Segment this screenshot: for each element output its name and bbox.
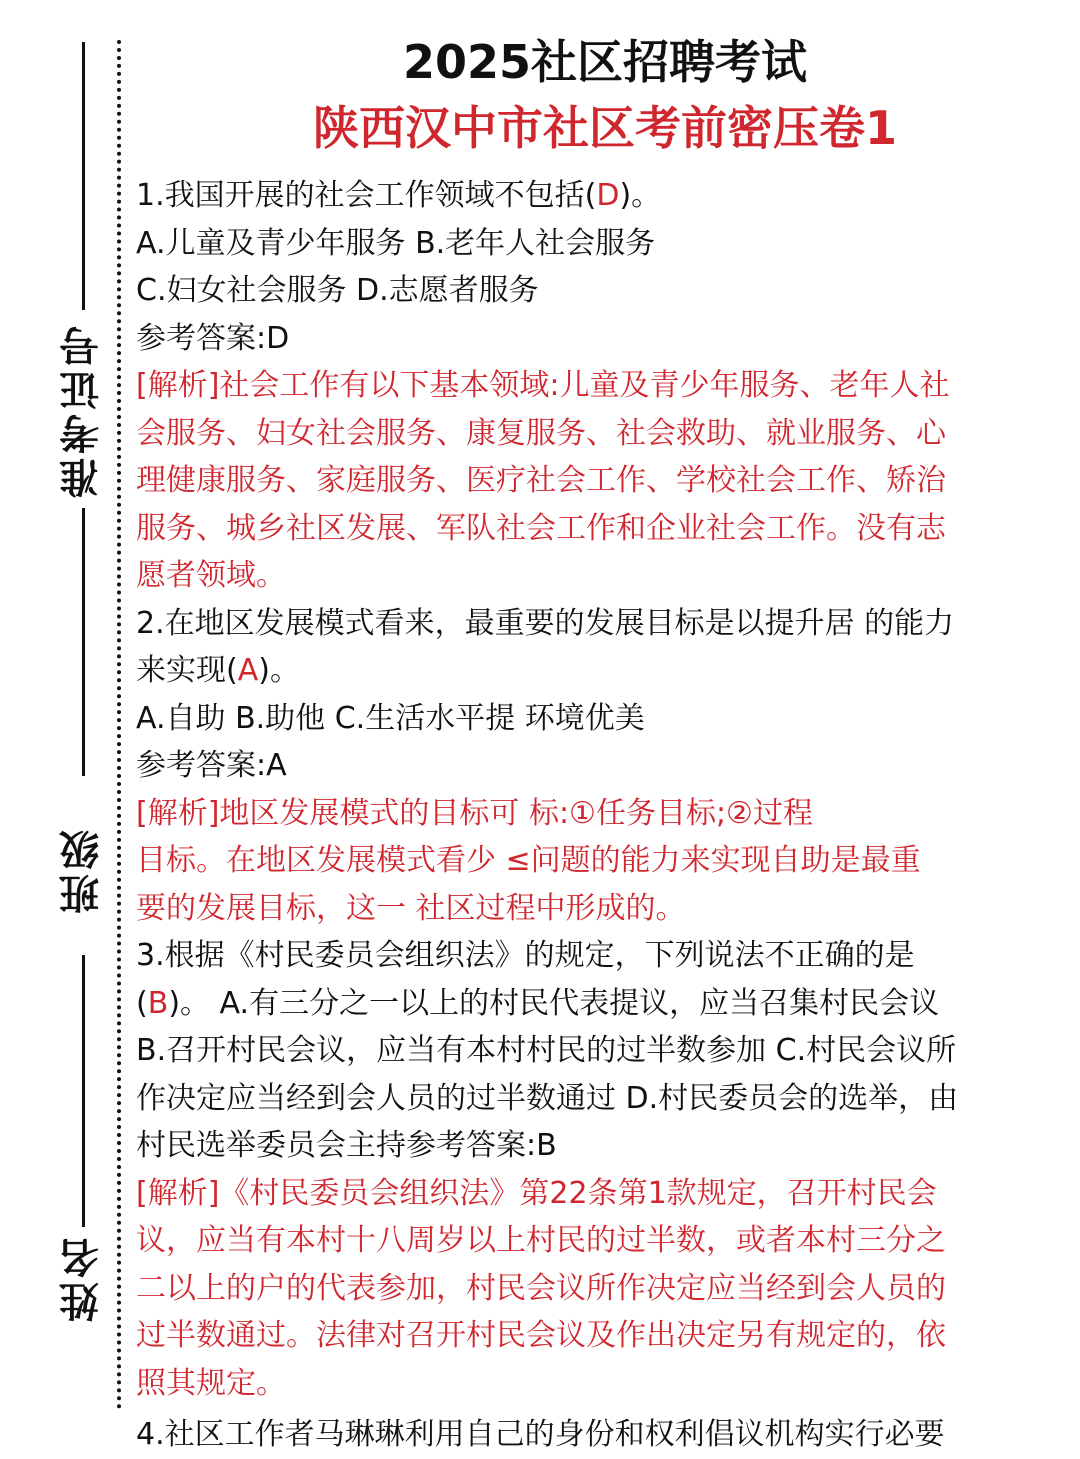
- exam-id-label: 准考证号: [59, 322, 106, 498]
- question-1: [136, 172, 1056, 600]
- analysis-line: 议，应当有本村十八周岁以上村民的过半数，或者本村三分之: [136, 1223, 946, 1258]
- class-label: 班级: [59, 826, 106, 914]
- option-line: C.妇女社会服务 D.志愿者服务: [136, 273, 539, 308]
- question-stem: 4.社区工作者马琳琳利用自己的身份和权利倡议机构实行必要: [136, 1417, 945, 1452]
- analysis-line: 二以上的户的代表参加，村民会议所作决定应当经到会人员的: [136, 1270, 946, 1306]
- analysis-line: [解析]《村民委员会组织法》第22条第1款规定，召开村民会: [136, 1175, 937, 1211]
- analysis-line: 理健康服务、家庭服务、医疗社会工作、学校社会工作、矫治: [136, 463, 946, 498]
- exam-info-margin: [0, 0, 120, 1458]
- option-line: 作决定应当经到会人员的过半数通过 D.村民委员会的选举，由: [136, 1080, 959, 1116]
- answer-mark: D: [596, 178, 620, 213]
- option-line: A.儿童及青少年服务 B.老年人社会服务: [136, 225, 656, 261]
- option-line: A.自助 B.助他 C.生活水平提 环境优美: [136, 700, 645, 736]
- question-2: [136, 600, 1056, 933]
- analysis-line: [解析]社会工作有以下基本领域:儿童及青少年服务、老年人社: [136, 368, 950, 403]
- question-stem: (B)。 A.有三分之一以上的村民代表提议，应当召集村民会议: [136, 985, 940, 1021]
- option-line: B.召开村民会议，应当有本村村民的过半数参加 C.村民会议所: [136, 1033, 957, 1068]
- analysis-line: [解析]地区发展模式的目标可 标:①任务目标;②过程: [136, 795, 813, 831]
- question-stem: 来实现(A)。: [136, 653, 300, 688]
- binding-dotted-line: [117, 40, 121, 1410]
- analysis-line: 会服务、妇女社会服务、康复服务、社会救助、就业服务、心: [136, 415, 946, 451]
- analysis-line: 服务、城乡社区发展、军队社会工作和企业社会工作。没有志: [136, 510, 946, 546]
- class-line: [82, 955, 85, 1227]
- question-3: [136, 932, 1056, 1407]
- question-stem: 3.根据《村民委员会组织法》的规定，下列说法不正确的是: [136, 938, 915, 973]
- question-stem: 1.我国开展的社会工作领域不包括(D)。: [136, 178, 662, 213]
- page-subtitle: 陕西汉中市社区考前密压卷1: [312, 101, 897, 155]
- option-line: 村民选举委员会主持参考答案:B: [136, 1128, 557, 1163]
- exam-id-line-bottom: [82, 508, 85, 776]
- answer-mark: B: [147, 985, 169, 1021]
- analysis-line: 过半数通过。法律对召开村民会议及作出决定另有规定的，依: [136, 1318, 946, 1353]
- name-label: 姓名: [59, 1234, 106, 1322]
- analysis-line: 要的发展目标，这一 社区过程中形成的。: [136, 890, 686, 926]
- reference-answer: 参考答案:A: [136, 748, 287, 783]
- exam-id-line-top: [82, 42, 85, 310]
- analysis-line: 目标。在地区发展模式看少 ≤问题的能力来实现自助是最重: [136, 843, 921, 878]
- analysis-line: 照其规定。: [136, 1365, 286, 1401]
- question-stem: 2.在地区发展模式看来，最重要的发展目标是以提升居 的能力: [136, 605, 955, 641]
- page-title: 2025社区招聘考试: [402, 35, 808, 89]
- reference-answer: 参考答案:D: [136, 320, 290, 356]
- question-4: [136, 1411, 1056, 1459]
- analysis-line: 愿者领域。: [136, 558, 286, 593]
- question-list: [136, 172, 1056, 1459]
- answer-mark: A: [237, 653, 259, 688]
